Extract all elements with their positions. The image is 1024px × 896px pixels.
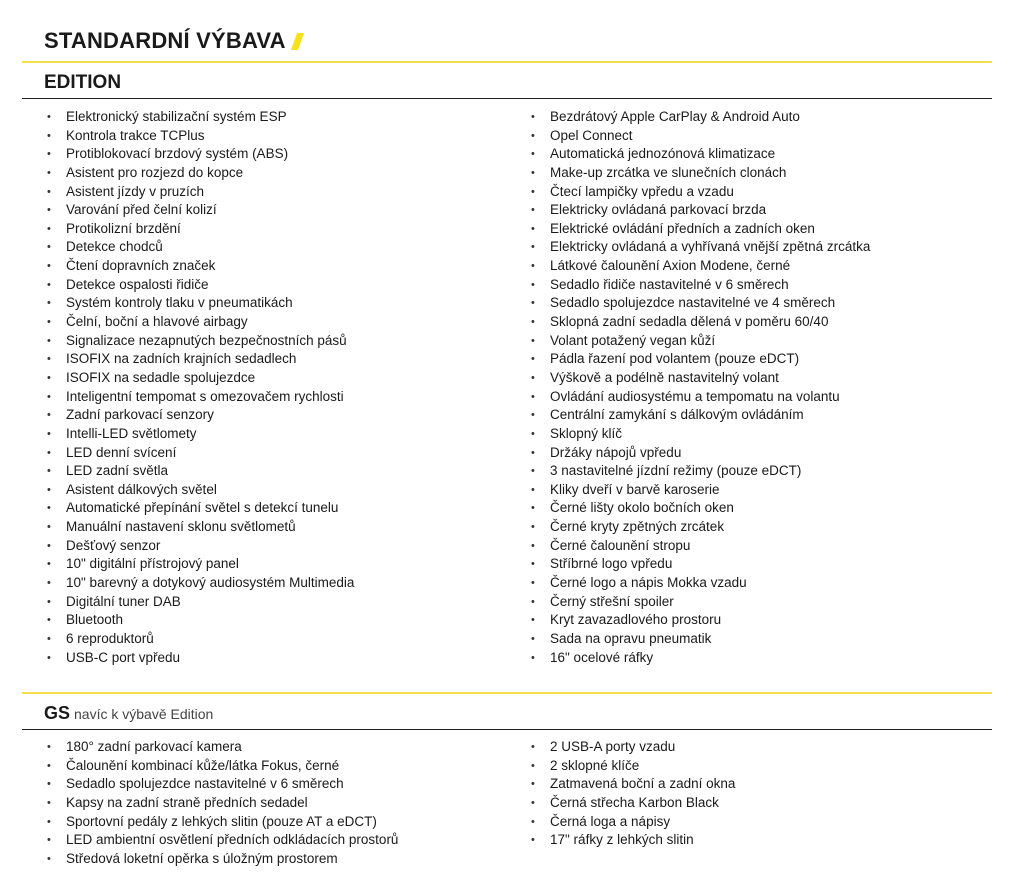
list-item [528,444,870,463]
list-item [44,593,354,612]
list-item [44,444,354,463]
list-item-text: Kontrola trakce TCPlus [66,127,205,143]
bullet-icon: • [531,483,535,496]
list-item-text: 17" ráfky z lehkých slitin [550,832,694,848]
list-item [528,238,870,257]
list-item [44,611,354,630]
list-item-text: Systém kontroly tlaku v pneumatikách [66,295,293,311]
list-item-text: Centrální zamykání s dálkovým ovládáním [550,407,804,423]
list-item [44,794,398,813]
list-item [528,831,735,850]
list-item [44,183,354,202]
list-item [528,164,870,183]
list-item-text: Kapsy na zadní straně předních sedadel [66,794,308,810]
list-item-text: Černé čalounění stropu [550,537,691,553]
divider-yellow-gs [22,692,992,694]
list-item-text: Bezdrátový Apple CarPlay & Android Auto [550,109,800,124]
bullet-icon: • [47,577,51,590]
bullet-icon: • [531,521,535,534]
bullet-icon: • [531,595,535,608]
divider-black-edition [22,98,992,99]
list-item-text: Sedadlo spolujezdce nastavitelné ve 4 směrech [550,295,836,311]
list-item [44,775,398,794]
list-item-text: Asistent pro rozjezd do kopce [66,164,244,180]
bullet-icon: • [47,632,51,645]
bullet-icon: • [47,390,51,403]
list-item-text: Stříbrné logo vpředu [550,556,673,572]
list-item-text: Středová loketní opěrka s úložným prostorem [66,850,338,866]
list-item-text: Dešťový senzor [66,537,161,553]
list-item [528,630,870,649]
list-item-text: Čelní, boční a hlavové airbagy [66,314,248,330]
list-item-text: Černé logo a nápis Mokka vzadu [550,575,747,591]
bullet-icon: • [47,334,51,347]
list-item [44,462,354,481]
bullet-icon: • [531,577,535,590]
list-item-text: LED denní svícení [66,444,177,460]
list-item [528,108,870,127]
edition-list-left [44,108,354,667]
list-item-text: Sedadlo řidiče nastavitelné v 6 směrech [550,276,789,292]
bullet-icon: • [47,353,51,366]
bullet-icon: • [47,316,51,329]
list-item-text: Intelli-LED světlomety [66,425,197,441]
list-item-text: Bluetooth [66,612,124,628]
list-item [528,276,870,295]
bullet-icon: • [531,632,535,645]
bullet-icon: • [47,185,51,198]
bullet-icon: • [531,834,535,847]
list-item [44,388,354,407]
bullet-icon: • [47,222,51,235]
list-item-text: 16" ocelové ráfky [550,649,654,665]
list-item [528,145,870,164]
gs-list-right [528,738,735,850]
bullet-icon: • [47,483,51,496]
list-item-text: Čtení dopravních značek [66,258,216,274]
bullet-icon: • [531,297,535,310]
list-item [44,630,354,649]
list-item [528,537,870,556]
bullet-icon: • [531,465,535,478]
list-item-text: Inteligentní tempomat s omezovačem rychlosti [66,388,344,404]
list-item-text: Sklopný klíč [550,425,623,441]
bullet-icon: • [531,409,535,422]
bullet-icon: • [47,260,51,273]
list-item-text: ISOFIX na zadních krajních sedadlech [66,351,297,367]
bullet-icon: • [47,741,51,753]
bullet-icon: • [531,390,535,403]
list-item-text: Čtecí lampičky vpředu a vzadu [550,183,734,199]
bullet-icon: • [47,815,51,828]
bullet-icon: • [47,278,51,291]
bullet-icon: • [47,852,51,865]
bullet-icon: • [531,558,535,571]
list-item-text: 3 nastavitelné jízdní režimy (pouze eDCT) [550,463,802,479]
divider-black-gs [22,729,992,730]
bullet-icon: • [531,129,535,142]
list-item-text: Opel Connect [550,127,633,143]
edition-list-right [528,108,870,667]
list-item [44,220,354,239]
bullet-icon: • [47,778,51,791]
bullet-icon: • [47,129,51,142]
list-item [528,425,870,444]
edition-heading: EDITION [44,72,122,93]
bullet-icon: • [47,148,51,161]
bullet-icon: • [531,778,535,791]
bullet-icon: • [47,111,51,123]
list-item [44,537,354,556]
bullet-icon: • [531,111,535,123]
gs-heading-text: GS [44,703,71,723]
bullet-icon: • [531,316,535,329]
list-item-text: Látkové čalounění Axion Modene, černé [550,258,791,274]
list-item-text: Sedadlo spolujezdce nastavitelné v 6 směrech [66,776,344,792]
list-item [528,775,735,794]
list-item-text: Digitální tuner DAB [66,593,181,609]
list-item [528,481,870,500]
list-item-text: Sklopná zadní sedadla dělená v poměru 60/40 [550,314,829,330]
bullet-icon: • [47,166,51,179]
divider-yellow-top [22,61,992,63]
list-item-text: 180° zadní parkovací kamera [66,739,242,754]
list-item-text: Černé lišty okolo bočních oken [550,500,734,516]
list-item-text: Elektrické ovládání předních a zadních oken [550,220,815,236]
list-item-text: Výškově a podélně nastavitelný volant [550,369,779,385]
list-item-text: LED ambientní osvětlení předních odkládacích prostorů [66,832,399,848]
bullet-icon: • [531,334,535,347]
bullet-icon: • [531,741,535,753]
bullet-icon: • [531,204,535,217]
list-item-text: Zatmavená boční a zadní okna [550,776,736,792]
list-item-text: ISOFIX na sedadle spolujezdce [66,369,256,385]
list-item [528,499,870,518]
list-item-text: USB-C port vpředu [66,649,181,665]
bullet-icon: • [531,759,535,772]
list-item-text: Elektricky ovládaná parkovací brzda [550,202,767,218]
list-item [528,350,870,369]
list-item [44,238,354,257]
list-item-text: Černá loga a nápisy [550,813,671,829]
list-item [528,294,870,313]
list-item [528,574,870,593]
list-item-text: Držáky nápojů vpředu [550,444,682,460]
bullet-icon: • [531,371,535,384]
list-item-text: Černé kryty zpětných zrcátek [550,519,725,535]
bullet-icon: • [47,796,51,809]
list-item [528,183,870,202]
bullet-icon: • [47,521,51,534]
list-item [44,257,354,276]
bullet-icon: • [47,297,51,310]
list-item [528,611,870,630]
list-item [44,108,354,127]
list-item-text: Sada na opravu pneumatik [550,630,712,646]
bullet-icon: • [47,465,51,478]
list-item [44,350,354,369]
bullet-icon: • [47,371,51,384]
bullet-icon: • [531,446,535,459]
list-item-text: Varování před čelní kolizí [66,202,217,218]
bullet-icon: • [47,759,51,772]
list-item [44,369,354,388]
list-item-text: Kryt zavazadlového prostoru [550,612,722,628]
list-item-text: Asistent dálkových světel [66,481,217,497]
bullet-icon: • [531,651,535,664]
list-item [44,201,354,220]
list-item-text: Protiblokovací brzdový systém (ABS) [66,146,289,162]
list-item-text: Kliky dveří v barvě karoserie [550,481,720,497]
bullet-icon: • [47,427,51,440]
list-item [528,332,870,351]
list-item [528,555,870,574]
list-item-text: Černá střecha Karbon Black [550,794,719,810]
bullet-icon: • [47,651,51,664]
gs-list-left [44,738,398,868]
list-item-text: 6 reproduktorů [66,630,154,646]
bullet-icon: • [531,614,535,627]
list-item-text: Manuální nastavení sklonu světlometů [66,519,296,535]
list-item-text: 2 USB-A porty vzadu [550,739,676,754]
list-item-text: Detekce ospalosti řidiče [66,276,209,292]
list-item-text: Černý střešní spoiler [550,593,674,609]
bullet-icon: • [47,502,51,515]
list-item [528,757,735,776]
bullet-icon: • [47,834,51,847]
list-item [528,220,870,239]
list-item-text: Make-up zrcátka ve slunečních clonách [550,164,787,180]
list-item [528,201,870,220]
list-item [528,462,870,481]
bullet-icon: • [47,446,51,459]
bullet-icon: • [531,278,535,291]
list-item-text: LED zadní světla [66,463,169,479]
list-item-text: Automatická jednozónová klimatizace [550,146,776,162]
bullet-icon: • [47,595,51,608]
list-item-text: Pádla řazení pod volantem (pouze eDCT) [550,351,800,367]
list-item [44,127,354,146]
page-title-text: STANDARDNÍ VÝBAVA [44,28,286,53]
list-item [44,831,398,850]
list-item [44,757,398,776]
list-item [44,518,354,537]
list-item [528,313,870,332]
bullet-icon: • [531,815,535,828]
list-item [44,145,354,164]
list-item [528,794,735,813]
bullet-icon: • [531,241,535,254]
list-item [528,518,870,537]
list-item-text: Elektricky ovládaná a vyhřívaná vnější zpětná zrcátka [550,239,871,255]
list-item [44,406,354,425]
list-item [44,332,354,351]
bullet-icon: • [47,204,51,217]
list-item [44,499,354,518]
list-item [528,738,735,757]
bullet-icon: • [531,185,535,198]
list-item-text: Zadní parkovací senzory [66,407,214,423]
list-item-text: Detekce chodců [66,239,163,255]
bullet-icon: • [47,539,51,552]
list-item [44,425,354,444]
list-item-text: 10" digitální přístrojový panel [66,556,239,572]
list-item-text: 10" barevný a dotykový audiosystém Multimedia [66,575,355,591]
list-item [44,813,398,832]
bullet-icon: • [531,148,535,161]
gs-heading [44,703,213,724]
gs-subheading: navíc k výbavě Edition [74,706,214,722]
page-title [44,28,301,54]
list-item [44,276,354,295]
bullet-icon: • [47,409,51,422]
bullet-icon: • [47,558,51,571]
list-item [44,738,398,757]
list-item-text: Čalounění kombinací kůže/látka Fokus, černé [66,757,340,773]
list-item-text: Elektronický stabilizační systém ESP [66,109,287,124]
yellow-slash-icon [291,33,304,50]
bullet-icon: • [47,614,51,627]
list-item [528,406,870,425]
bullet-icon: • [531,539,535,552]
bullet-icon: • [531,222,535,235]
list-item [44,574,354,593]
list-item-text: Signalizace nezapnutých bezpečnostních pásů [66,332,347,348]
list-item [44,294,354,313]
list-item [528,813,735,832]
bullet-icon: • [531,502,535,515]
list-item-text: Protikolizní brzdění [66,220,181,236]
bullet-icon: • [531,796,535,809]
list-item-text: Ovládání audiosystému a tempomatu na volantu [550,388,840,404]
list-item [44,313,354,332]
list-item [44,649,354,668]
list-item-text: 2 sklopné klíče [550,757,640,773]
list-item-text: Automatické přepínání světel s detekcí tunelu [66,500,339,516]
list-item [44,164,354,183]
list-item-text: Volant potažený vegan kůží [550,332,716,348]
bullet-icon: • [531,353,535,366]
list-item [528,388,870,407]
list-item [528,257,870,276]
list-item [528,127,870,146]
bullet-icon: • [531,427,535,440]
bullet-icon: • [47,241,51,254]
list-item-text: Sportovní pedály z lehkých slitin (pouze AT a eDCT) [66,813,377,829]
list-item-text: Asistent jízdy v pruzích [66,183,205,199]
list-item [44,555,354,574]
bullet-icon: • [531,166,535,179]
list-item [44,481,354,500]
list-item [528,649,870,668]
bullet-icon: • [531,260,535,273]
list-item [528,593,870,612]
list-item [528,369,870,388]
list-item [44,850,398,869]
